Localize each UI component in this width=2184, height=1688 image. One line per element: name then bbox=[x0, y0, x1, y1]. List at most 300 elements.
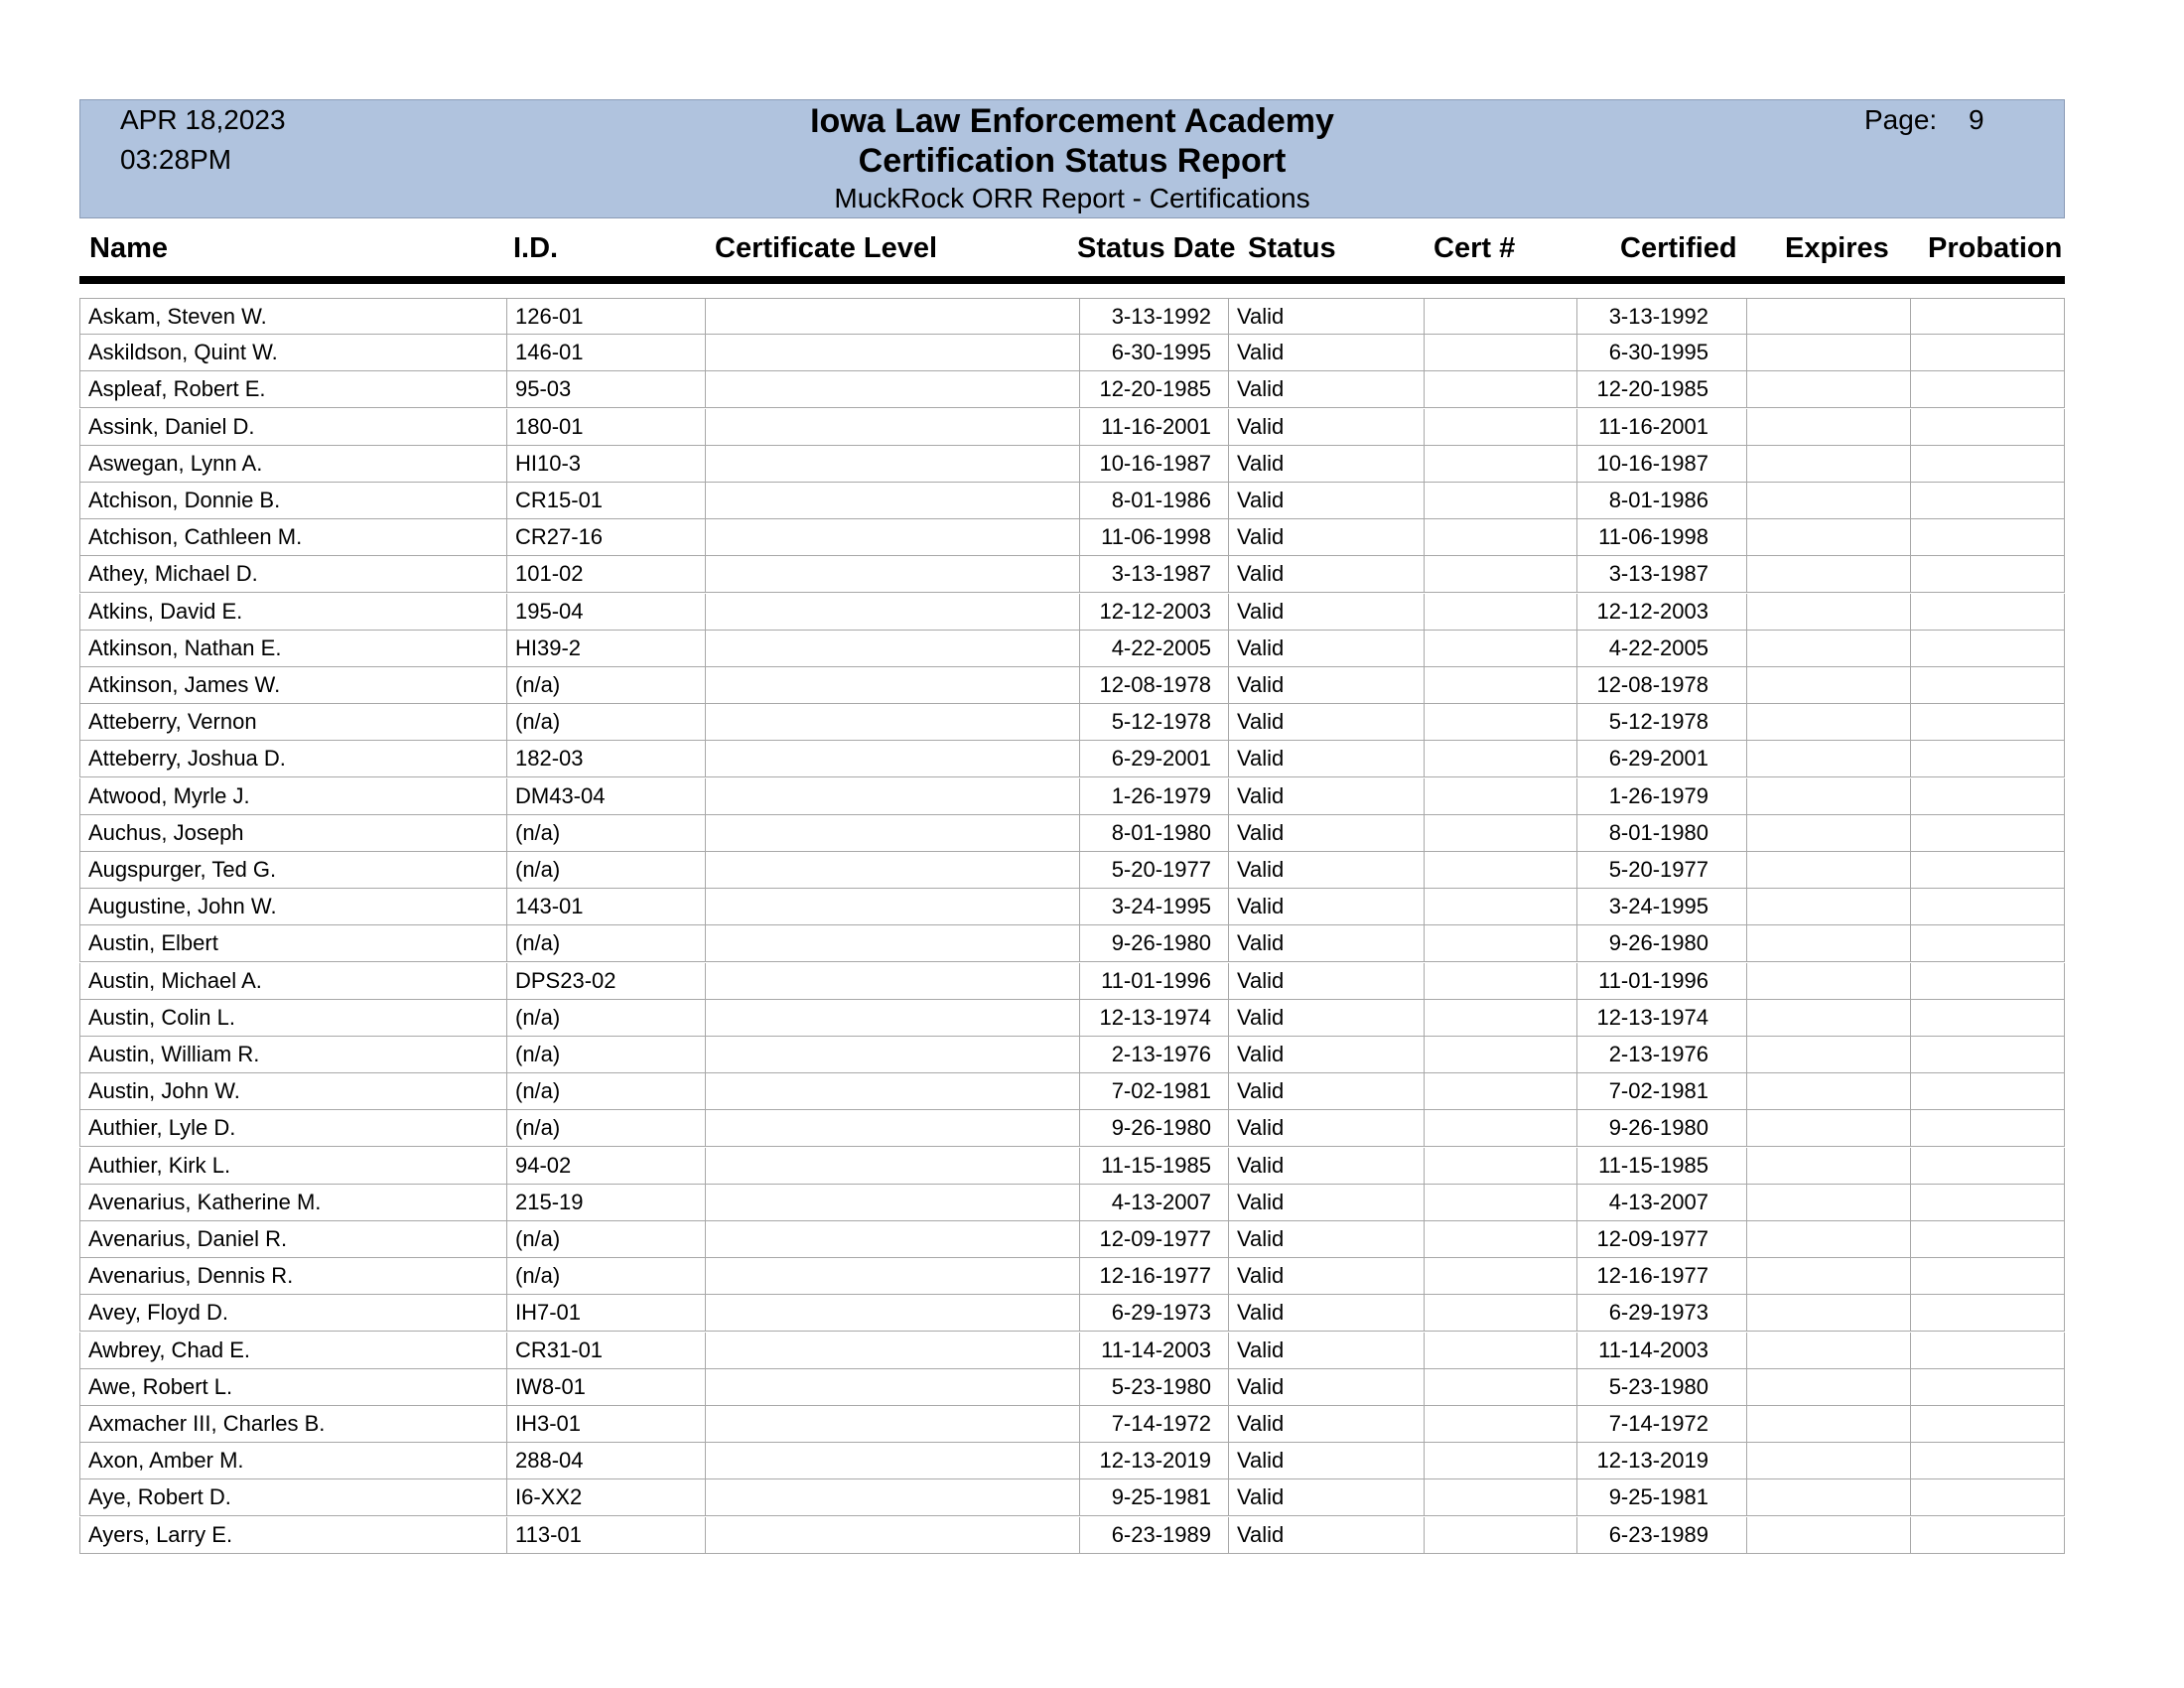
status-date-cell: 8-01-1986 bbox=[1080, 483, 1229, 519]
probation-cell bbox=[1911, 1185, 2065, 1221]
status-cell: Valid bbox=[1229, 1148, 1425, 1185]
status-cell: Valid bbox=[1229, 519, 1425, 556]
probation-cell bbox=[1911, 1073, 2065, 1110]
status-date-cell: 7-14-1972 bbox=[1080, 1406, 1229, 1443]
expires-cell bbox=[1747, 1258, 1911, 1295]
name-cell: Assink, Daniel D. bbox=[79, 409, 507, 446]
name-cell: Avenarius, Daniel R. bbox=[79, 1221, 507, 1258]
id-cell: 113-01 bbox=[507, 1517, 706, 1554]
expires-cell bbox=[1747, 1333, 1911, 1369]
table-row bbox=[79, 1073, 2065, 1110]
expires-cell bbox=[1747, 1517, 1911, 1554]
table-row bbox=[79, 925, 2065, 962]
certificate-level-cell bbox=[706, 1333, 1080, 1369]
expires-cell bbox=[1747, 556, 1911, 593]
status-cell: Valid bbox=[1229, 704, 1425, 741]
expires-cell bbox=[1747, 446, 1911, 483]
expires-cell bbox=[1747, 1185, 1911, 1221]
certified-cell: 12-08-1978 bbox=[1577, 667, 1747, 704]
probation-cell bbox=[1911, 409, 2065, 446]
status-cell: Valid bbox=[1229, 631, 1425, 667]
table-row bbox=[79, 298, 2065, 335]
table-row bbox=[79, 1000, 2065, 1037]
expires-cell bbox=[1747, 409, 1911, 446]
cert-number-cell bbox=[1425, 631, 1577, 667]
table-row bbox=[79, 519, 2065, 556]
certificate-level-cell bbox=[706, 519, 1080, 556]
probation-cell bbox=[1911, 298, 2065, 335]
expires-cell bbox=[1747, 815, 1911, 852]
expires-cell bbox=[1747, 1000, 1911, 1037]
expires-cell bbox=[1747, 483, 1911, 519]
name-cell: Avenarius, Dennis R. bbox=[79, 1258, 507, 1295]
cert-number-cell bbox=[1425, 741, 1577, 777]
expires-cell bbox=[1747, 1037, 1911, 1073]
id-cell: (n/a) bbox=[507, 1073, 706, 1110]
expires-cell bbox=[1747, 519, 1911, 556]
probation-cell bbox=[1911, 1000, 2065, 1037]
status-date-cell: 12-16-1977 bbox=[1080, 1258, 1229, 1295]
status-cell: Valid bbox=[1229, 1185, 1425, 1221]
expires-cell bbox=[1747, 667, 1911, 704]
table-row bbox=[79, 1185, 2065, 1221]
report-date: APR 18,2023 bbox=[120, 104, 286, 135]
certificate-level-cell bbox=[706, 1406, 1080, 1443]
table-row bbox=[79, 741, 2065, 777]
cert-number-cell bbox=[1425, 1000, 1577, 1037]
name-cell: Aspleaf, Robert E. bbox=[79, 371, 507, 408]
probation-cell bbox=[1911, 1369, 2065, 1406]
cert-number-cell bbox=[1425, 1517, 1577, 1554]
id-cell: DM43-04 bbox=[507, 778, 706, 815]
probation-cell bbox=[1911, 1037, 2065, 1073]
certified-cell: 1-26-1979 bbox=[1577, 778, 1747, 815]
status-cell: Valid bbox=[1229, 409, 1425, 446]
cert-number-cell bbox=[1425, 1369, 1577, 1406]
certified-cell: 8-01-1980 bbox=[1577, 815, 1747, 852]
id-cell: 215-19 bbox=[507, 1185, 706, 1221]
certified-cell: 12-09-1977 bbox=[1577, 1221, 1747, 1258]
id-cell: CR31-01 bbox=[507, 1333, 706, 1369]
id-cell: I6-XX2 bbox=[507, 1479, 706, 1516]
cert-number-cell bbox=[1425, 667, 1577, 704]
expires-cell bbox=[1747, 925, 1911, 962]
status-cell: Valid bbox=[1229, 371, 1425, 408]
table-row bbox=[79, 1517, 2065, 1554]
cert-number-cell bbox=[1425, 335, 1577, 371]
status-date-cell: 12-20-1985 bbox=[1080, 371, 1229, 408]
table-row bbox=[79, 631, 2065, 667]
table-row bbox=[79, 1221, 2065, 1258]
id-cell: 182-03 bbox=[507, 741, 706, 777]
status-date-cell: 11-16-2001 bbox=[1080, 409, 1229, 446]
table-row bbox=[79, 1295, 2065, 1332]
status-date-cell: 11-06-1998 bbox=[1080, 519, 1229, 556]
certificate-level-cell bbox=[706, 631, 1080, 667]
report-subtitle: Certification Status Report bbox=[858, 142, 1287, 180]
probation-cell bbox=[1911, 778, 2065, 815]
cert-number-cell bbox=[1425, 1110, 1577, 1147]
cert-number-cell bbox=[1425, 446, 1577, 483]
expires-cell bbox=[1747, 1479, 1911, 1516]
certified-cell: 3-13-1992 bbox=[1577, 298, 1747, 335]
status-date-cell: 12-09-1977 bbox=[1080, 1221, 1229, 1258]
probation-cell bbox=[1911, 1479, 2065, 1516]
status-date-cell: 10-16-1987 bbox=[1080, 446, 1229, 483]
certified-cell: 9-26-1980 bbox=[1577, 925, 1747, 962]
name-cell: Aye, Robert D. bbox=[79, 1479, 507, 1516]
table-row bbox=[79, 371, 2065, 408]
certificate-level-cell bbox=[706, 446, 1080, 483]
status-cell: Valid bbox=[1229, 925, 1425, 962]
table-row bbox=[79, 815, 2065, 852]
status-cell: Valid bbox=[1229, 852, 1425, 889]
status-cell: Valid bbox=[1229, 667, 1425, 704]
certificate-level-cell bbox=[706, 1110, 1080, 1147]
table-row bbox=[79, 594, 2065, 631]
name-cell: Aswegan, Lynn A. bbox=[79, 446, 507, 483]
cert-number-cell bbox=[1425, 1037, 1577, 1073]
id-cell: 95-03 bbox=[507, 371, 706, 408]
certificate-level-cell bbox=[706, 852, 1080, 889]
certificate-level-cell bbox=[706, 298, 1080, 335]
name-cell: Axmacher III, Charles B. bbox=[79, 1406, 507, 1443]
status-date-cell: 9-26-1980 bbox=[1080, 925, 1229, 962]
cert-number-cell bbox=[1425, 519, 1577, 556]
status-date-cell: 12-12-2003 bbox=[1080, 594, 1229, 631]
table-row bbox=[79, 409, 2065, 446]
certificate-level-cell bbox=[706, 667, 1080, 704]
certificate-level-cell bbox=[706, 483, 1080, 519]
certificate-level-cell bbox=[706, 815, 1080, 852]
name-cell: Atchison, Cathleen M. bbox=[79, 519, 507, 556]
cert-number-cell bbox=[1425, 371, 1577, 408]
report-description: MuckRock ORR Report - Certifications bbox=[834, 183, 1310, 213]
certified-cell: 10-16-1987 bbox=[1577, 446, 1747, 483]
table-row bbox=[79, 1333, 2065, 1369]
certified-cell: 8-01-1986 bbox=[1577, 483, 1747, 519]
certificate-level-cell bbox=[706, 371, 1080, 408]
cert-number-cell bbox=[1425, 594, 1577, 631]
probation-cell bbox=[1911, 815, 2065, 852]
id-cell: 146-01 bbox=[507, 335, 706, 371]
table-row bbox=[79, 1037, 2065, 1073]
id-cell: 288-04 bbox=[507, 1443, 706, 1479]
certificate-level-cell bbox=[706, 925, 1080, 962]
name-cell: Axon, Amber M. bbox=[79, 1443, 507, 1479]
table-row bbox=[79, 778, 2065, 815]
expires-cell bbox=[1747, 778, 1911, 815]
id-cell: 101-02 bbox=[507, 556, 706, 593]
cert-number-cell bbox=[1425, 815, 1577, 852]
name-cell: Austin, William R. bbox=[79, 1037, 507, 1073]
id-cell: 126-01 bbox=[507, 298, 706, 335]
expires-cell bbox=[1747, 1443, 1911, 1479]
name-cell: Avey, Floyd D. bbox=[79, 1295, 507, 1332]
certified-cell: 7-02-1981 bbox=[1577, 1073, 1747, 1110]
probation-cell bbox=[1911, 1258, 2065, 1295]
name-cell: Auchus, Joseph bbox=[79, 815, 507, 852]
certified-cell: 12-13-2019 bbox=[1577, 1443, 1747, 1479]
id-cell: HI10-3 bbox=[507, 446, 706, 483]
expires-cell bbox=[1747, 1110, 1911, 1147]
status-date-cell: 6-30-1995 bbox=[1080, 335, 1229, 371]
status-date-cell: 12-13-2019 bbox=[1080, 1443, 1229, 1479]
probation-cell bbox=[1911, 1110, 2065, 1147]
report-title: Iowa Law Enforcement Academy bbox=[810, 102, 1334, 140]
probation-cell bbox=[1911, 446, 2065, 483]
certified-cell: 5-23-1980 bbox=[1577, 1369, 1747, 1406]
certified-cell: 11-16-2001 bbox=[1577, 409, 1747, 446]
cert-number-cell bbox=[1425, 1185, 1577, 1221]
report-time: 03:28PM bbox=[120, 144, 232, 175]
certified-cell: 2-13-1976 bbox=[1577, 1037, 1747, 1073]
cert-number-cell bbox=[1425, 778, 1577, 815]
probation-cell bbox=[1911, 667, 2065, 704]
certified-cell: 12-13-1974 bbox=[1577, 1000, 1747, 1037]
certificate-level-cell bbox=[706, 1479, 1080, 1516]
column-header-name: Name bbox=[89, 232, 168, 264]
certificate-level-cell bbox=[706, 778, 1080, 815]
status-cell: Valid bbox=[1229, 594, 1425, 631]
certified-cell: 5-12-1978 bbox=[1577, 704, 1747, 741]
certified-cell: 11-06-1998 bbox=[1577, 519, 1747, 556]
probation-cell bbox=[1911, 594, 2065, 631]
status-date-cell: 11-14-2003 bbox=[1080, 1333, 1229, 1369]
probation-cell bbox=[1911, 556, 2065, 593]
certificate-level-cell bbox=[706, 1369, 1080, 1406]
certificate-level-cell bbox=[706, 963, 1080, 1000]
table-row bbox=[79, 704, 2065, 741]
probation-cell bbox=[1911, 519, 2065, 556]
certified-cell: 11-01-1996 bbox=[1577, 963, 1747, 1000]
status-date-cell: 6-23-1989 bbox=[1080, 1517, 1229, 1554]
report-titles bbox=[80, 100, 2064, 216]
certificate-level-cell bbox=[706, 1000, 1080, 1037]
table-row bbox=[79, 1443, 2065, 1479]
header-divider bbox=[79, 276, 2065, 284]
name-cell: Atteberry, Vernon bbox=[79, 704, 507, 741]
status-date-cell: 5-12-1978 bbox=[1080, 704, 1229, 741]
cert-number-cell bbox=[1425, 1073, 1577, 1110]
certificate-level-cell bbox=[706, 889, 1080, 925]
name-cell: Atkins, David E. bbox=[79, 594, 507, 631]
table-row bbox=[79, 446, 2065, 483]
cert-number-cell bbox=[1425, 1333, 1577, 1369]
probation-cell bbox=[1911, 1406, 2065, 1443]
status-date-cell: 1-26-1979 bbox=[1080, 778, 1229, 815]
certified-cell: 6-29-1973 bbox=[1577, 1295, 1747, 1332]
status-cell: Valid bbox=[1229, 446, 1425, 483]
status-cell: Valid bbox=[1229, 335, 1425, 371]
certified-cell: 11-14-2003 bbox=[1577, 1333, 1747, 1369]
page-number: 9 bbox=[1969, 104, 1984, 135]
certified-cell: 12-16-1977 bbox=[1577, 1258, 1747, 1295]
expires-cell bbox=[1747, 298, 1911, 335]
cert-number-cell bbox=[1425, 704, 1577, 741]
probation-cell bbox=[1911, 925, 2065, 962]
table-row bbox=[79, 335, 2065, 371]
name-cell: Authier, Kirk L. bbox=[79, 1148, 507, 1185]
cert-number-cell bbox=[1425, 889, 1577, 925]
probation-cell bbox=[1911, 483, 2065, 519]
certificate-level-cell bbox=[706, 1517, 1080, 1554]
status-cell: Valid bbox=[1229, 556, 1425, 593]
name-cell: Atteberry, Joshua D. bbox=[79, 741, 507, 777]
status-date-cell: 5-20-1977 bbox=[1080, 852, 1229, 889]
status-date-cell: 5-23-1980 bbox=[1080, 1369, 1229, 1406]
status-cell: Valid bbox=[1229, 1406, 1425, 1443]
certified-cell: 12-20-1985 bbox=[1577, 371, 1747, 408]
column-header-certificate-level: Certificate Level bbox=[715, 232, 938, 264]
name-cell: Awe, Robert L. bbox=[79, 1369, 507, 1406]
column-header-probation: Probation bbox=[1928, 232, 2063, 264]
name-cell: Athey, Michael D. bbox=[79, 556, 507, 593]
id-cell: (n/a) bbox=[507, 667, 706, 704]
name-cell: Askam, Steven W. bbox=[79, 298, 507, 335]
status-date-cell: 11-01-1996 bbox=[1080, 963, 1229, 1000]
id-cell: (n/a) bbox=[507, 1037, 706, 1073]
cert-number-cell bbox=[1425, 298, 1577, 335]
certificate-level-cell bbox=[706, 594, 1080, 631]
certified-cell: 5-20-1977 bbox=[1577, 852, 1747, 889]
certified-cell: 11-15-1985 bbox=[1577, 1148, 1747, 1185]
id-cell: 195-04 bbox=[507, 594, 706, 631]
status-cell: Valid bbox=[1229, 1295, 1425, 1332]
certified-cell: 9-25-1981 bbox=[1577, 1479, 1747, 1516]
cert-number-cell bbox=[1425, 1258, 1577, 1295]
status-date-cell: 3-13-1987 bbox=[1080, 556, 1229, 593]
status-date-cell: 9-26-1980 bbox=[1080, 1110, 1229, 1147]
page-label: Page: bbox=[1864, 104, 1938, 135]
name-cell: Austin, Colin L. bbox=[79, 1000, 507, 1037]
table-row bbox=[79, 1110, 2065, 1147]
expires-cell bbox=[1747, 889, 1911, 925]
name-cell: Atkinson, Nathan E. bbox=[79, 631, 507, 667]
certificate-level-cell bbox=[706, 556, 1080, 593]
certified-cell: 3-13-1987 bbox=[1577, 556, 1747, 593]
certificate-level-cell bbox=[706, 1037, 1080, 1073]
expires-cell bbox=[1747, 335, 1911, 371]
status-cell: Valid bbox=[1229, 815, 1425, 852]
name-cell: Austin, John W. bbox=[79, 1073, 507, 1110]
id-cell: (n/a) bbox=[507, 1000, 706, 1037]
status-date-cell: 3-13-1992 bbox=[1080, 298, 1229, 335]
status-cell: Valid bbox=[1229, 483, 1425, 519]
status-cell: Valid bbox=[1229, 1479, 1425, 1516]
status-cell: Valid bbox=[1229, 1000, 1425, 1037]
table-row bbox=[79, 1369, 2065, 1406]
id-cell: 143-01 bbox=[507, 889, 706, 925]
status-date-cell: 4-22-2005 bbox=[1080, 631, 1229, 667]
id-cell: (n/a) bbox=[507, 704, 706, 741]
status-date-cell: 9-25-1981 bbox=[1080, 1479, 1229, 1516]
table-row bbox=[79, 556, 2065, 593]
table-row bbox=[79, 1406, 2065, 1443]
table-row bbox=[79, 1258, 2065, 1295]
probation-cell bbox=[1911, 1221, 2065, 1258]
id-cell: HI39-2 bbox=[507, 631, 706, 667]
certified-cell: 7-14-1972 bbox=[1577, 1406, 1747, 1443]
probation-cell bbox=[1911, 741, 2065, 777]
certificate-level-cell bbox=[706, 1295, 1080, 1332]
cert-number-cell bbox=[1425, 1221, 1577, 1258]
id-cell: IW8-01 bbox=[507, 1369, 706, 1406]
name-cell: Austin, Michael A. bbox=[79, 963, 507, 1000]
status-cell: Valid bbox=[1229, 1369, 1425, 1406]
id-cell: IH7-01 bbox=[507, 1295, 706, 1332]
expires-cell bbox=[1747, 631, 1911, 667]
expires-cell bbox=[1747, 1406, 1911, 1443]
id-cell: 94-02 bbox=[507, 1148, 706, 1185]
column-header-status-date: Status Date bbox=[1077, 232, 1236, 264]
expires-cell bbox=[1747, 741, 1911, 777]
probation-cell bbox=[1911, 852, 2065, 889]
table-row bbox=[79, 963, 2065, 1000]
certificate-level-cell bbox=[706, 741, 1080, 777]
expires-cell bbox=[1747, 1148, 1911, 1185]
table-row bbox=[79, 852, 2065, 889]
status-cell: Valid bbox=[1229, 1037, 1425, 1073]
cert-number-cell bbox=[1425, 1479, 1577, 1516]
name-cell: Avenarius, Katherine M. bbox=[79, 1185, 507, 1221]
probation-cell bbox=[1911, 1443, 2065, 1479]
probation-cell bbox=[1911, 1295, 2065, 1332]
cert-number-cell bbox=[1425, 483, 1577, 519]
certified-cell: 6-29-2001 bbox=[1577, 741, 1747, 777]
id-cell: 180-01 bbox=[507, 409, 706, 446]
certified-cell: 12-12-2003 bbox=[1577, 594, 1747, 631]
certificate-level-cell bbox=[706, 335, 1080, 371]
cert-number-cell bbox=[1425, 1148, 1577, 1185]
status-date-cell: 6-29-2001 bbox=[1080, 741, 1229, 777]
certificate-level-cell bbox=[706, 1258, 1080, 1295]
probation-cell bbox=[1911, 1333, 2065, 1369]
id-cell: (n/a) bbox=[507, 925, 706, 962]
name-cell: Askildson, Quint W. bbox=[79, 335, 507, 371]
cert-number-cell bbox=[1425, 1295, 1577, 1332]
status-date-cell: 7-02-1981 bbox=[1080, 1073, 1229, 1110]
certificate-level-cell bbox=[706, 1443, 1080, 1479]
id-cell: (n/a) bbox=[507, 852, 706, 889]
expires-cell bbox=[1747, 1073, 1911, 1110]
status-cell: Valid bbox=[1229, 1073, 1425, 1110]
status-date-cell: 3-24-1995 bbox=[1080, 889, 1229, 925]
expires-cell bbox=[1747, 852, 1911, 889]
status-cell: Valid bbox=[1229, 963, 1425, 1000]
expires-cell bbox=[1747, 1295, 1911, 1332]
table-row bbox=[79, 667, 2065, 704]
status-cell: Valid bbox=[1229, 1333, 1425, 1369]
cert-number-cell bbox=[1425, 556, 1577, 593]
name-cell: Ayers, Larry E. bbox=[79, 1517, 507, 1554]
name-cell: Austin, Elbert bbox=[79, 925, 507, 962]
certified-cell: 9-26-1980 bbox=[1577, 1110, 1747, 1147]
table-row bbox=[79, 1148, 2065, 1185]
certificate-level-cell bbox=[706, 1221, 1080, 1258]
certificate-level-cell bbox=[706, 1185, 1080, 1221]
expires-cell bbox=[1747, 704, 1911, 741]
certified-cell: 6-23-1989 bbox=[1577, 1517, 1747, 1554]
name-cell: Atwood, Myrle J. bbox=[79, 778, 507, 815]
column-header-id: I.D. bbox=[513, 232, 559, 264]
status-cell: Valid bbox=[1229, 889, 1425, 925]
status-cell: Valid bbox=[1229, 1517, 1425, 1554]
status-date-cell: 6-29-1973 bbox=[1080, 1295, 1229, 1332]
status-date-cell: 11-15-1985 bbox=[1080, 1148, 1229, 1185]
probation-cell bbox=[1911, 963, 2065, 1000]
status-cell: Valid bbox=[1229, 1221, 1425, 1258]
